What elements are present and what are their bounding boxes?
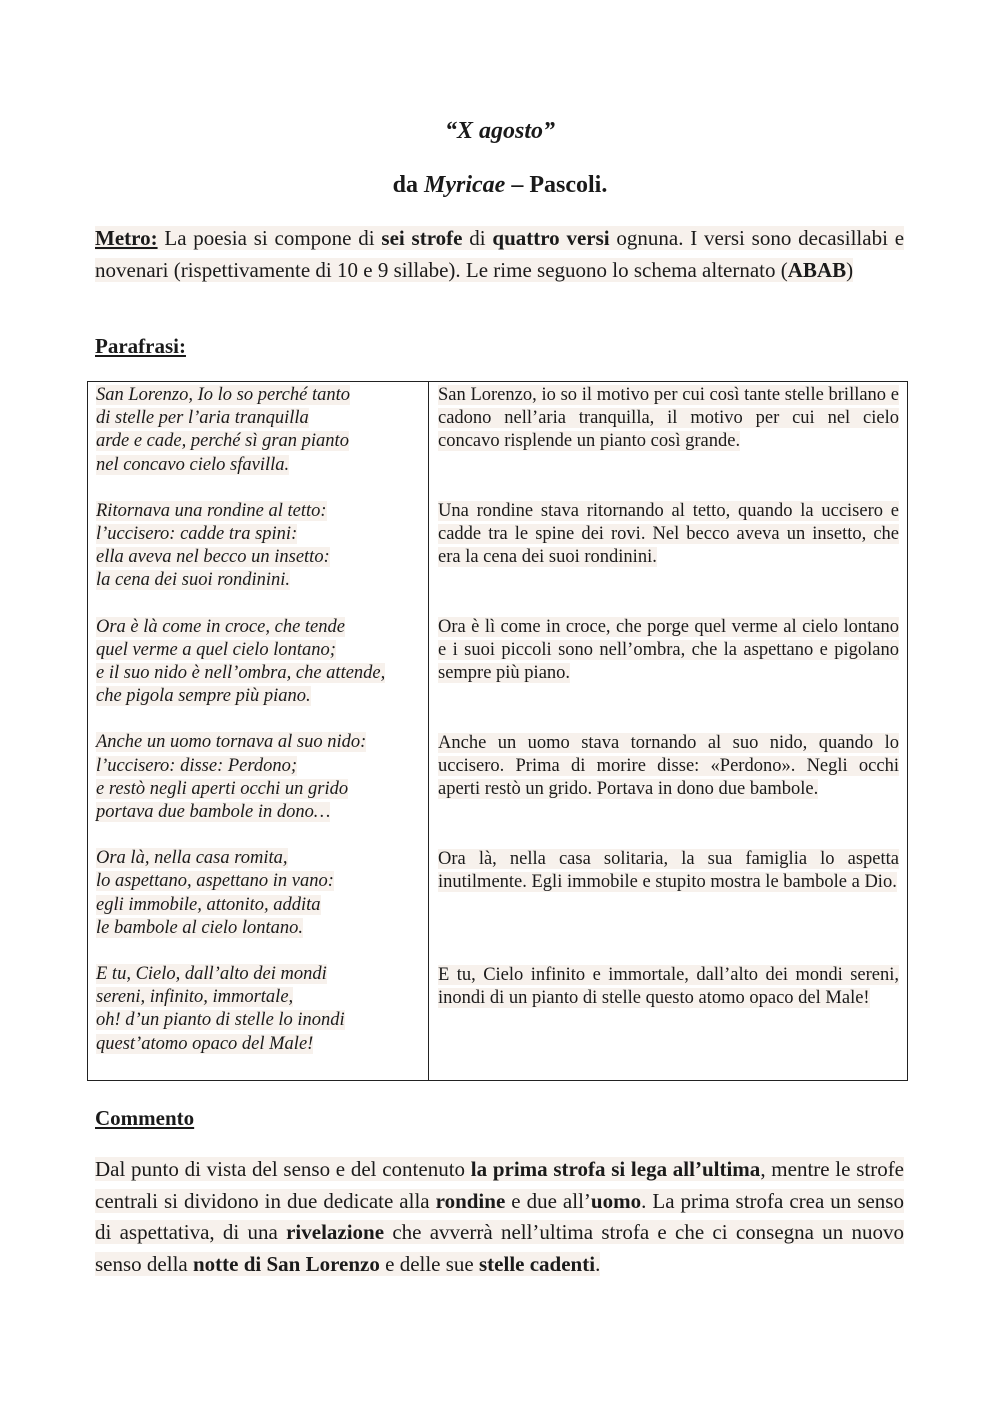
verse-line: ella aveva nel becco un insetto:: [96, 547, 330, 568]
verse-line: e il suo nido è nell’ombra, che attende,: [96, 663, 386, 684]
commento-bold: notte di San Lorenzo: [192, 1251, 380, 1276]
verse-line: Ora là, nella casa romita,: [96, 848, 288, 869]
commento-heading: Commento: [95, 1106, 195, 1130]
poem-title: “X agosto”: [444, 118, 555, 144]
subtitle-suffix: – Pascoli.: [505, 172, 608, 198]
commento-bold: rivelazione: [286, 1220, 385, 1244]
verse-line: oh! d’un pianto di stelle lo inondi: [96, 1010, 345, 1031]
metro-bold-3: ABAB: [787, 257, 847, 282]
verse-line: arde e cade, perché sì gran pianto: [96, 431, 349, 452]
verse-line: portava due bambole in dono…: [96, 802, 331, 823]
verse-line: egli immobile, attonito, addita: [96, 894, 321, 915]
paraphrase-column: [429, 382, 908, 1081]
parafrasi-heading: Parafrasi:: [95, 334, 186, 358]
paraphrase-block: Anche un uomo stava tornando al suo nido, quando lo uccisero. Prima di morire disse: «Perdono». Negli occhi aperti restò un grido. Portava in dono due bambole.: [438, 733, 899, 800]
verse-line: quel verme a quel cielo lontano;: [96, 639, 336, 660]
paraphrase-block: Ora là, nella casa solitaria, la sua famiglia lo aspetta inutilmente. Egli immobile e stupito mostra le bambole a Dio.: [438, 849, 899, 893]
verse-line: Anche un uomo tornava al suo nido:: [96, 732, 367, 753]
poem-table: [87, 381, 908, 1081]
metro-bold-2: quattro versi: [492, 226, 610, 250]
verse-line: lo aspettano, aspettano in vano:: [96, 871, 334, 892]
verse-line: che pigola sempre più piano.: [96, 686, 311, 707]
verse-line: e restò negli aperti occhi un grido: [96, 778, 349, 799]
paraphrase-block: E tu, Cielo infinito e immortale, dall’alto dei mondi sereni, inondi di un pianto di stelle questo atomo opaco del Male!: [438, 965, 899, 1009]
verse-line: E tu, Cielo, dall’alto dei mondi: [96, 964, 327, 985]
verse-line: le bambole al cielo lontano.: [96, 917, 304, 938]
verse-line: di stelle per l’aria tranquilla: [96, 408, 309, 429]
stanza: [88, 616, 428, 709]
metro-text-1: La poesia si compone di: [157, 226, 382, 250]
metro-text-2: di: [462, 226, 493, 250]
metro-bold-1: sei strofe: [381, 226, 463, 250]
poem-column: [88, 382, 429, 1081]
stanza: [88, 500, 428, 593]
metro-text-4: ): [846, 257, 854, 282]
verse-line: San Lorenzo, Io lo so perché tanto: [96, 385, 351, 405]
verse-line: l’uccisero: cadde tra spini:: [96, 524, 298, 545]
commento-bold: uomo: [590, 1188, 642, 1213]
commento-bold: rondine: [435, 1188, 506, 1213]
subtitle-work: Myricae: [424, 172, 506, 198]
stanza: [88, 847, 428, 940]
metro-label: Metro:: [95, 226, 158, 250]
paraphrase-block: San Lorenzo, io so il motivo per cui così tante stelle brillano e cadono nell’aria tranquilla, il motivo per cui nel cielo concavo risplende un pianto così grande.: [438, 385, 899, 452]
metro-paragraph: [95, 223, 904, 286]
verse-line: la cena dei suoi rondinini.: [96, 570, 291, 591]
verse-line: nel concavo cielo sfavilla.: [96, 454, 290, 475]
verse-line: Ora è là come in croce, che tende: [96, 616, 345, 637]
stanza: [88, 384, 428, 477]
verse-line: l’uccisero: disse: Perdono;: [96, 755, 298, 776]
verse-line: Ritornava una rondine al tetto:: [96, 500, 327, 521]
stanza: [88, 963, 428, 1056]
subtitle-prefix: da: [392, 172, 425, 198]
paraphrase-block: Una rondine stava ritornando al tetto, quando la uccisero e cadde tra le spine dei rovi. Nel becco aveva un insetto, che era la cena dei suoi rondinini.: [438, 501, 899, 568]
commento-bold: stelle cadenti: [479, 1251, 596, 1276]
poem-subtitle: [0, 172, 1000, 199]
stanza: [88, 731, 428, 824]
metro-text-3: ognuna. I versi sono decasillabi e novenari (rispettivamente di 10 e 9 sillabe). Le rime seguono lo schema alternato (: [95, 226, 905, 282]
paraphrase-block: Ora è lì come in croce, che porge quel verme al cielo lontano e i suoi piccoli sono nell’ombra, che la aspettano e pigolano sempre più piano.: [438, 617, 899, 684]
commento-bold: la prima strofa si lega all’ultima: [470, 1157, 761, 1181]
verse-line: sereni, infinito, immortale,: [96, 987, 294, 1008]
verse-line: quest’atomo opaco del Male!: [96, 1033, 314, 1054]
commento-paragraph: Dal punto di vista del senso e del contenuto la prima strofa si lega all’ultima, mentre le strofe centrali si dividono in due dedicate alla rondine e due all’uomo. La prima strofa crea un senso di aspettativa, di una rivelazione che avverrà nell’ultima strofa e che ci consegna un nuovo senso della notte di San Lorenzo e delle sue stelle cadenti.: [95, 1157, 905, 1276]
